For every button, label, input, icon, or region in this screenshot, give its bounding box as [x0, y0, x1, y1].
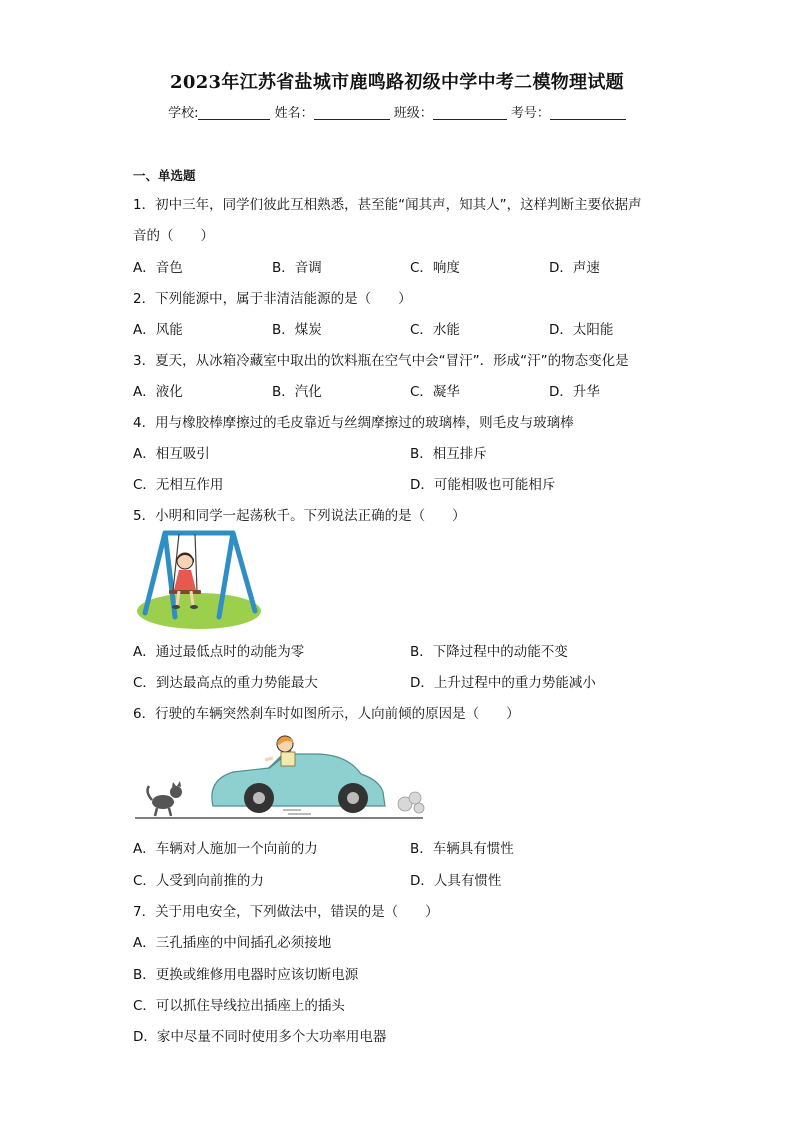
question-3-option-b[interactable]: B．汽化 — [272, 384, 322, 400]
car-figure — [212, 736, 385, 813]
cat-figure — [148, 781, 182, 816]
question-2-option-c[interactable]: C．水能 — [410, 322, 460, 338]
question-2-stem: 2．下列能源中，属于非清洁能源的是（ ） — [133, 291, 412, 307]
exhaust-smoke — [398, 792, 424, 813]
question-6-option-d[interactable]: D．人具有惯性 — [410, 873, 502, 889]
question-3-stem: 3．夏天，从冰箱冷藏室中取出的饮料瓶在空气中会“冒汗”．形成“汗”的物态变化是 — [133, 353, 629, 369]
question-1-option-b[interactable]: B．音调 — [272, 260, 322, 276]
class-blank[interactable] — [433, 105, 507, 120]
question-2-option-d[interactable]: D．太阳能 — [549, 322, 614, 338]
question-7-option-c[interactable]: C．可以抓住导线拉出插座上的插头 — [133, 998, 345, 1014]
name-blank[interactable] — [314, 105, 390, 120]
question-3-option-d[interactable]: D．升华 — [549, 384, 600, 400]
question-5-option-b[interactable]: B．下降过程中的动能不变 — [410, 644, 568, 660]
grass-patch — [137, 593, 261, 629]
motion-lines — [283, 810, 311, 814]
question-2-option-b[interactable]: B．煤炭 — [272, 322, 322, 338]
exam-number-label: 考号： — [510, 106, 550, 121]
question-1-option-c[interactable]: C．响度 — [410, 260, 460, 276]
car-braking-illustration — [133, 730, 435, 824]
question-3-option-a[interactable]: A．液化 — [133, 384, 183, 400]
question-4-option-b[interactable]: B．相互排斥 — [410, 446, 487, 462]
question-7-option-b[interactable]: B．更换或维修用电器时应该切断电源 — [133, 967, 359, 983]
question-1-stem-line-1: 1．初中三年，同学们彼此互相熟悉，甚至能“闻其声，知其人”，这样判断主要依据声 — [133, 197, 642, 213]
question-6-option-c[interactable]: C．人受到向前推的力 — [133, 873, 264, 889]
school-blank[interactable] — [198, 105, 270, 120]
question-3-option-c[interactable]: C．凝华 — [410, 384, 460, 400]
question-5-stem: 5．小明和同学一起荡秋千。下列说法正确的是（ ） — [133, 508, 466, 524]
question-1-option-d[interactable]: D．声速 — [549, 260, 600, 276]
question-2-option-a[interactable]: A．风能 — [133, 322, 183, 338]
exam-number-blank[interactable] — [550, 105, 626, 120]
question-6-option-a[interactable]: A．车辆对人施加一个向前的力 — [133, 841, 318, 857]
question-6-stem: 6．行驶的车辆突然刹车时如图所示，人向前倾的原因是（ ） — [133, 706, 520, 722]
question-4-option-a[interactable]: A．相互吸引 — [133, 446, 210, 462]
swing-illustration — [133, 527, 263, 631]
student-info-row — [0, 102, 794, 121]
question-4-option-c[interactable]: C．无相互作用 — [133, 477, 224, 493]
exam-title: 2023年江苏省盐城市鹿鸣路初级中学中考二模物理试题 — [170, 72, 624, 93]
swing-seat — [169, 590, 201, 594]
question-1-option-a[interactable]: A．音色 — [133, 260, 183, 276]
question-4-option-d[interactable]: D．可能相吸也可能相斥 — [410, 477, 556, 493]
class-label: 班级： — [393, 106, 433, 121]
question-4-stem: 4．用与橡胶棒摩擦过的毛皮靠近与丝绸摩擦过的玻璃棒，则毛皮与玻璃棒 — [133, 415, 574, 431]
name-label: 姓名： — [274, 106, 314, 121]
school-label: 学校: — [168, 106, 199, 121]
question-7-option-a[interactable]: A．三孔插座的中间插孔必须接地 — [133, 935, 332, 951]
question-6-option-b[interactable]: B．车辆具有惯性 — [410, 841, 514, 857]
question-5-option-c[interactable]: C．到达最高点的重力势能最大 — [133, 675, 318, 691]
question-5-option-d[interactable]: D．上升过程中的重力势能减小 — [410, 675, 596, 691]
question-7-stem: 7．关于用电安全，下列做法中，错误的是（ ） — [133, 904, 439, 920]
question-1-stem-line-2: 音的（ ） — [133, 228, 214, 244]
question-5-option-a[interactable]: A．通过最低点时的动能为零 — [133, 644, 305, 660]
section-heading: 一、单选题 — [133, 168, 196, 183]
question-7-option-d[interactable]: D．家中尽量不同时使用多个大功率用电器 — [133, 1029, 387, 1045]
